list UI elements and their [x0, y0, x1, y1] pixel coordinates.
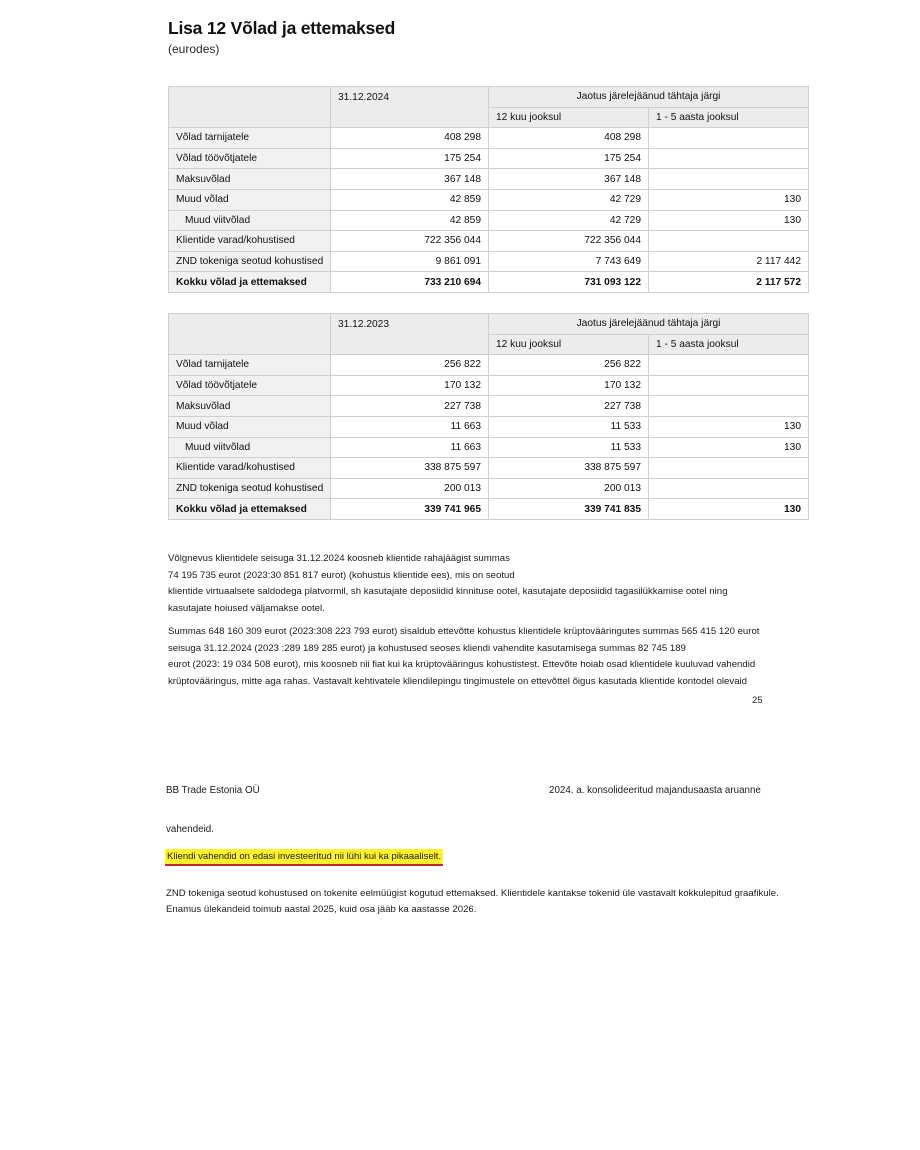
liabilities-table-2023: [168, 313, 809, 520]
total-label: Kokku võlad ja ettemaksed: [169, 272, 331, 293]
header-maturity-group: Jaotus järelejäänud tähtaja järgi: [489, 314, 809, 335]
table-2024-header-row-2: [169, 107, 809, 128]
page-subtitle: (eurodes): [168, 42, 220, 56]
total-1-to-5-years: 2 117 572: [649, 272, 809, 293]
page-title: Lisa 12 Võlad ja ettemaksed: [168, 18, 396, 38]
row-1-to-5-years: [649, 148, 809, 169]
row-total: 256 822: [331, 355, 489, 376]
paragraph-crypto-liabilities: [168, 624, 820, 690]
table-row: [169, 148, 809, 169]
row-within-12-months: 256 822: [489, 355, 649, 376]
paragraph-2-line-1: Summas 648 160 309 eurot (2023:308 223 793 eurot) sisaldub ettevõtte kohustus klientidele krüptovääringutes summas 565 415 120 eurot: [168, 626, 760, 637]
table-row: [169, 355, 809, 376]
table-2023-header-row-2: [169, 334, 809, 355]
table-row: [169, 210, 809, 231]
table-2024-header: [169, 87, 809, 128]
paragraph-1-line-2: 74 195 735 eurot (2023:30 851 817 eurot) (kohustus klientide ees), mis on seotud: [168, 569, 515, 581]
table-row: [169, 169, 809, 190]
header-blank-cell-2: [169, 107, 331, 128]
row-label: ZND tokeniga seotud kohustised: [169, 478, 331, 499]
row-within-12-months: 722 356 044: [489, 231, 649, 252]
paragraph-1-line-3: klientide virtuaalsete saldodega platvormil, sh kasutajate deposiidid kinnituse ootel, kasutajate deposiidid tagasilükkamise ootel ning: [168, 586, 728, 598]
row-total: 11 663: [331, 416, 489, 437]
row-within-12-months: 408 298: [489, 128, 649, 149]
table-2024-header-row-1: [169, 87, 809, 108]
total-1-to-5-years: 130: [649, 499, 809, 520]
row-1-to-5-years: [649, 396, 809, 417]
row-label: Klientide varad/kohustised: [169, 458, 331, 479]
row-label: Maksuvõlad: [169, 169, 331, 190]
continuation-word: vahendeid.: [166, 824, 214, 835]
table-2023-body: [169, 355, 809, 520]
paragraph-tail-line-2: Enamus ülekandeid toimub aastal 2025, kuid osa jääb ka aastasse 2026.: [166, 904, 477, 916]
paragraph-client-liabilities: [168, 551, 820, 617]
total-amount: 339 741 965: [331, 499, 489, 520]
table-row: [169, 128, 809, 149]
row-total: 722 356 044: [331, 231, 489, 252]
row-1-to-5-years: 130: [649, 416, 809, 437]
paragraph-1-line-1: Võlgnevus klientidele seisuga 31.12.2024 koosneb klientide rahajäägist summas: [168, 553, 510, 564]
row-label: Maksuvõlad: [169, 396, 331, 417]
row-1-to-5-years: [649, 375, 809, 396]
total-label: Kokku võlad ja ettemaksed: [169, 499, 331, 520]
footer-report-title: 2024. a. konsolideeritud majandusaasta aruanne: [549, 785, 761, 796]
header-within-12-months: 12 kuu jooksul: [489, 107, 649, 128]
row-label: Muud võlad: [169, 416, 331, 437]
row-label: Klientide varad/kohustised: [169, 231, 331, 252]
row-within-12-months: 175 254: [489, 148, 649, 169]
paragraph-2-line-2: seisuga 31.12.2024 (2023 :289 189 285 eurot) ja kohustused seoses kliendi vahendite kasutamisega summas 82 745 189: [168, 642, 686, 654]
total-within-12-months: 339 741 835: [489, 499, 649, 520]
header-within-12-months: 12 kuu jooksul: [489, 334, 649, 355]
header-1-to-5-years: 1 - 5 aasta jooksul: [649, 107, 809, 128]
row-within-12-months: 42 729: [489, 210, 649, 231]
liabilities-table-2024: [168, 86, 809, 293]
row-within-12-months: 227 738: [489, 396, 649, 417]
row-within-12-months: 338 875 597: [489, 458, 649, 479]
row-total: 42 859: [331, 210, 489, 231]
row-total: 42 859: [331, 189, 489, 210]
row-1-to-5-years: [649, 478, 809, 499]
table-row: [169, 396, 809, 417]
row-label: Muud viitvõlad: [169, 210, 331, 231]
row-total: 227 738: [331, 396, 489, 417]
row-total: 9 861 091: [331, 251, 489, 272]
row-total: 170 132: [331, 375, 489, 396]
row-1-to-5-years: 2 117 442: [649, 251, 809, 272]
row-1-to-5-years: [649, 169, 809, 190]
page-number: 25: [752, 695, 763, 706]
row-within-12-months: 367 148: [489, 169, 649, 190]
paragraph-tail-line-1: ZND tokeniga seotud kohustused on tokenite eelmüügist kogutud ettemaksed. Klientidele kantakse tokenid üle vastavalt kokkulepitud graafikule.: [166, 888, 779, 899]
row-total: 175 254: [331, 148, 489, 169]
header-blank-cell-3: [331, 334, 489, 355]
table-row: [169, 231, 809, 252]
row-1-to-5-years: [649, 128, 809, 149]
paragraph-1-line-4: kasutajate hoiused väljamakse ootel.: [168, 602, 325, 614]
table-2024-body: [169, 128, 809, 293]
table-row: [169, 416, 809, 437]
table-row: [169, 375, 809, 396]
row-1-to-5-years: [649, 355, 809, 376]
row-label: Muud viitvõlad: [169, 437, 331, 458]
header-date-2024: 31.12.2024: [331, 87, 489, 108]
table-row: [169, 251, 809, 272]
row-within-12-months: 11 533: [489, 416, 649, 437]
table-2023-header: [169, 314, 809, 355]
footer-company-name: BB Trade Estonia OÜ: [166, 785, 260, 796]
row-total: 367 148: [331, 169, 489, 190]
table-total-row: [169, 272, 809, 293]
highlighted-sentence: Kliendi vahendid on edasi investeeritud nii lühi kui ka pikaaaliselt.: [165, 849, 443, 866]
row-1-to-5-years: [649, 231, 809, 252]
row-1-to-5-years: 130: [649, 437, 809, 458]
row-1-to-5-years: 130: [649, 210, 809, 231]
header-blank-cell-2: [169, 334, 331, 355]
row-within-12-months: 170 132: [489, 375, 649, 396]
row-label: Võlad töövõtjatele: [169, 375, 331, 396]
header-maturity-group: Jaotus järelejäänud tähtaja järgi: [489, 87, 809, 108]
row-label: Võlad tarnijatele: [169, 128, 331, 149]
row-within-12-months: 11 533: [489, 437, 649, 458]
table-row: [169, 189, 809, 210]
total-amount: 733 210 694: [331, 272, 489, 293]
row-label: Võlad töövõtjatele: [169, 148, 331, 169]
paragraph-2-line-4: krüptovääringus, mitte aga rahas. Vastavalt kehtivatele kliendilepingu tingimustele on ettevõttel õigus kasutada klientide kontodel olevaid: [168, 675, 747, 687]
table-total-row: [169, 499, 809, 520]
table-row: [169, 478, 809, 499]
row-total: 408 298: [331, 128, 489, 149]
header-blank-cell: [169, 87, 331, 108]
row-within-12-months: 7 743 649: [489, 251, 649, 272]
row-label: Muud võlad: [169, 189, 331, 210]
table-2023-header-row-1: [169, 314, 809, 335]
header-1-to-5-years: 1 - 5 aasta jooksul: [649, 334, 809, 355]
total-within-12-months: 731 093 122: [489, 272, 649, 293]
row-total: 338 875 597: [331, 458, 489, 479]
row-within-12-months: 200 013: [489, 478, 649, 499]
paragraph-znd-token: [166, 886, 820, 919]
header-date-2023: 31.12.2023: [331, 314, 489, 335]
header-blank-cell-3: [331, 107, 489, 128]
row-1-to-5-years: 130: [649, 189, 809, 210]
header-blank-cell: [169, 314, 331, 335]
row-within-12-months: 42 729: [489, 189, 649, 210]
row-total: 11 663: [331, 437, 489, 458]
paragraph-2-line-3: eurot (2023: 19 034 508 eurot), mis koosneb nii fiat kui ka krüptovääringus kohustistest. Ettevõte hoiab osad klientidele kuuluvad vahendid: [168, 659, 756, 671]
table-row: [169, 437, 809, 458]
row-1-to-5-years: [649, 458, 809, 479]
row-label: Võlad tarnijatele: [169, 355, 331, 376]
row-total: 200 013: [331, 478, 489, 499]
table-row: [169, 458, 809, 479]
row-label: ZND tokeniga seotud kohustised: [169, 251, 331, 272]
